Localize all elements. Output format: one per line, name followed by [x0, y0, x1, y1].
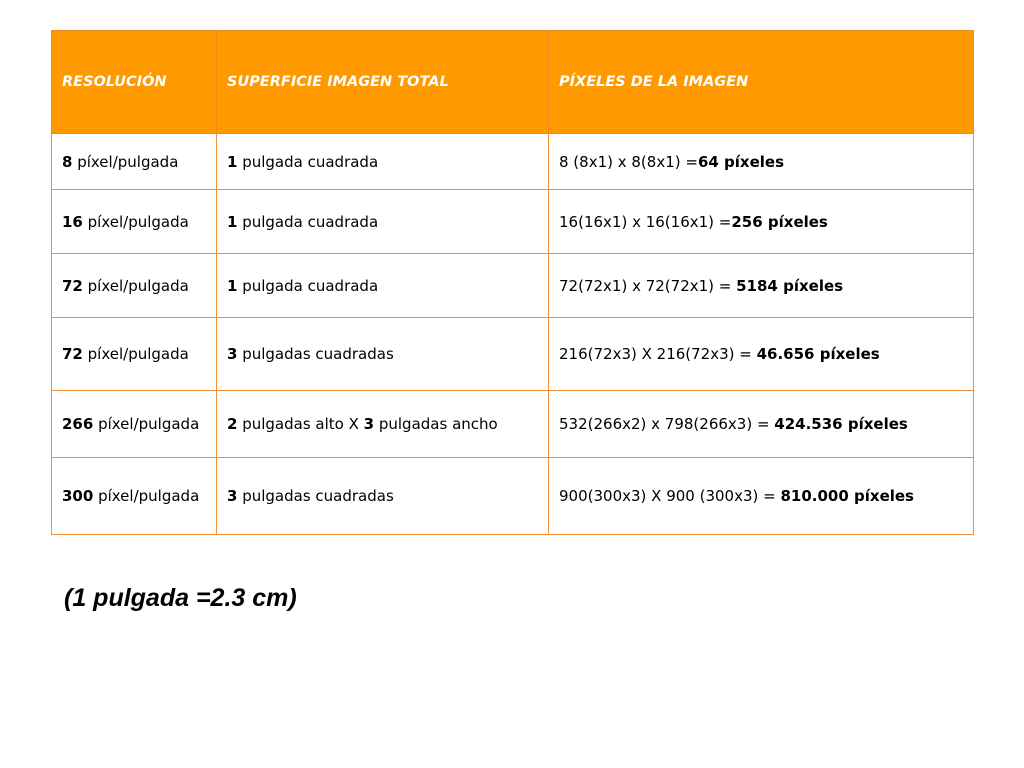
- cell-pixeles: [549, 254, 974, 318]
- resolution-value: 8: [62, 152, 73, 171]
- surface-part: 1: [227, 152, 238, 171]
- resolution-unit: píxel/pulgada: [82, 345, 189, 363]
- pixel-calculation: 216(72x3) X 216(72x3) =: [559, 345, 757, 363]
- cell-superficie: [217, 391, 549, 458]
- footnote-conversion: (1 pulgada =2.3 cm): [64, 584, 297, 612]
- cell-resolucion: [52, 190, 217, 254]
- pixel-total: 64 píxeles: [697, 152, 785, 171]
- pixel-calculation: 8 (8x1) x 8(8x1) =: [559, 152, 698, 171]
- surface-part: pulgada cuadrada: [237, 276, 379, 295]
- resolution-unit: píxel/pulgada: [93, 415, 200, 433]
- pixel-total: 424.536 píxeles: [774, 415, 908, 433]
- table-row: [52, 391, 974, 458]
- header-superficie: SUPERFICIE IMAGEN TOTAL: [217, 31, 549, 134]
- resolution-unit: píxel/pulgada: [82, 276, 189, 295]
- cell-resolucion: [52, 254, 217, 318]
- cell-superficie: [217, 318, 549, 391]
- surface-part: 3: [227, 345, 238, 363]
- cell-resolucion: [52, 318, 217, 391]
- cell-superficie: [217, 458, 549, 535]
- cell-resolucion: [52, 391, 217, 458]
- cell-resolucion: [52, 134, 217, 190]
- surface-part: 3: [363, 415, 375, 433]
- resolution-value: 72: [62, 345, 83, 363]
- cell-pixeles: [549, 134, 974, 190]
- surface-part: 2: [227, 415, 238, 433]
- surface-part: pulgada cuadrada: [237, 152, 379, 171]
- surface-part: 3: [227, 487, 238, 505]
- cell-pixeles: [549, 458, 974, 535]
- table-row: [52, 318, 974, 391]
- header-pixeles: PÍXELES DE LA IMAGEN: [549, 31, 974, 134]
- header-resolucion: RESOLUCIÓN: [52, 31, 217, 134]
- resolution-value: 72: [62, 276, 83, 295]
- resolution-unit: píxel/pulgada: [82, 212, 189, 231]
- pixel-calculation: 532(266x2) x 798(266x3) =: [559, 415, 775, 433]
- surface-part: 1: [227, 276, 238, 295]
- surface-part: 1: [227, 212, 238, 231]
- resolution-unit: píxel/pulgada: [93, 487, 200, 505]
- table-row: [52, 458, 974, 535]
- surface-part: pulgadas alto X: [237, 415, 364, 433]
- pixel-total: 46.656 píxeles: [756, 345, 880, 363]
- pixel-total: 256 píxeles: [731, 212, 828, 231]
- surface-part: pulgadas ancho: [374, 415, 498, 433]
- cell-pixeles: [549, 318, 974, 391]
- cell-resolucion: [52, 458, 217, 535]
- pixel-total: 5184 píxeles: [736, 276, 844, 295]
- cell-superficie: [217, 254, 549, 318]
- cell-pixeles: [549, 391, 974, 458]
- pixel-calculation: 900(300x3) X 900 (300x3) =: [559, 487, 781, 505]
- table-row: [52, 134, 974, 190]
- cell-superficie: [217, 190, 549, 254]
- resolution-unit: píxel/pulgada: [72, 152, 179, 171]
- table-row: [52, 254, 974, 318]
- surface-part: pulgadas cuadradas: [237, 487, 394, 505]
- resolution-value: 266: [62, 415, 94, 433]
- resolution-value: 300: [62, 487, 94, 505]
- resolution-value: 16: [62, 212, 83, 231]
- pixel-calculation: 16(16x1) x 16(16x1) =: [559, 212, 732, 231]
- cell-superficie: [217, 134, 549, 190]
- table-row: [52, 190, 974, 254]
- resolution-table: [51, 30, 974, 535]
- surface-part: pulgadas cuadradas: [237, 345, 394, 363]
- cell-pixeles: [549, 190, 974, 254]
- surface-part: pulgada cuadrada: [237, 212, 379, 231]
- table-header-row: [52, 31, 974, 134]
- pixel-calculation: 72(72x1) x 72(72x1) =: [559, 276, 737, 295]
- pixel-total: 810.000 píxeles: [780, 487, 914, 505]
